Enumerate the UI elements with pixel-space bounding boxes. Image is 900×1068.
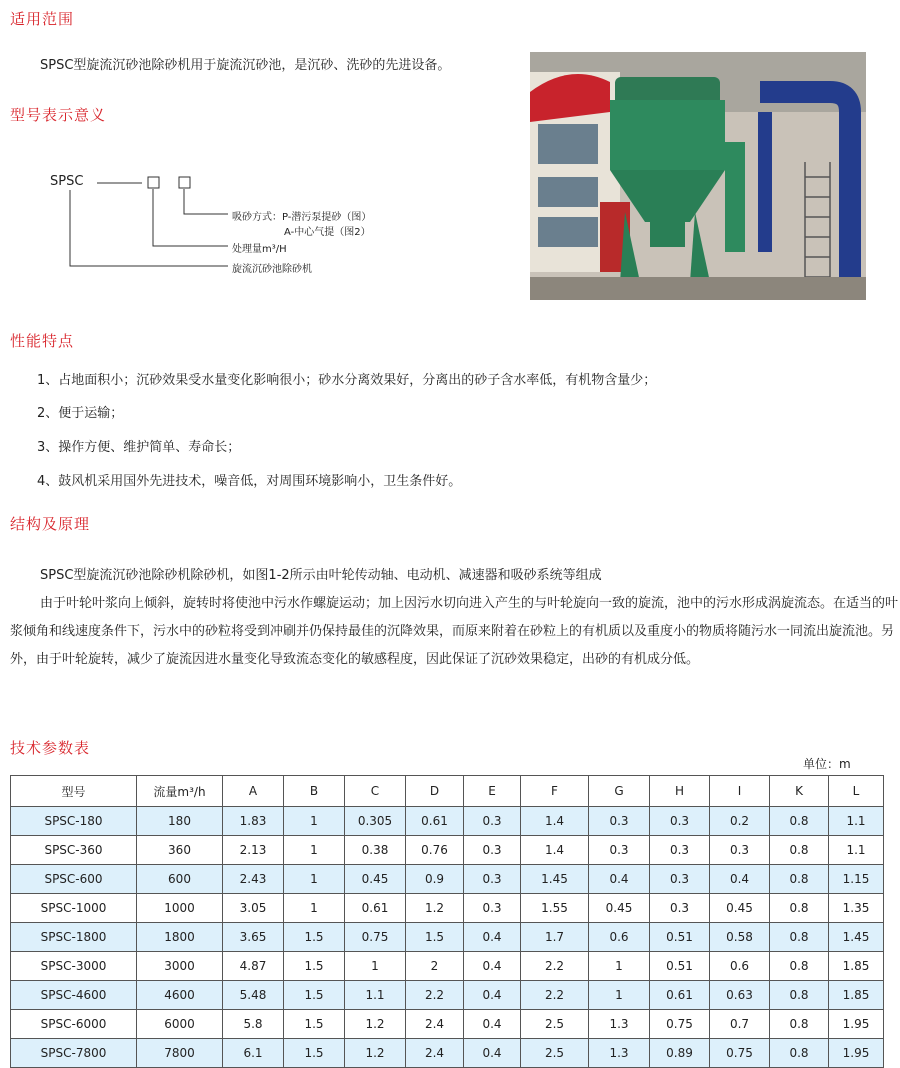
table-row bbox=[11, 807, 884, 836]
table-cell: 0.3 bbox=[464, 865, 521, 894]
table-cell: 0.8 bbox=[770, 981, 829, 1010]
table-cell: 5.48 bbox=[223, 981, 284, 1010]
table-cell: 1.5 bbox=[284, 981, 345, 1010]
table-cell: 1 bbox=[284, 865, 345, 894]
table-row bbox=[11, 865, 884, 894]
table-cell: 0.58 bbox=[710, 923, 770, 952]
table-cell: 0.8 bbox=[770, 923, 829, 952]
table-cell: 0.89 bbox=[650, 1039, 710, 1068]
table-cell: 1800 bbox=[137, 923, 223, 952]
table-cell: 0.4 bbox=[464, 923, 521, 952]
model-diagram bbox=[50, 170, 450, 285]
table-cell: 1000 bbox=[137, 894, 223, 923]
table-cell: 0.75 bbox=[345, 923, 406, 952]
table-cell: SPSC-6000 bbox=[11, 1010, 137, 1039]
table-row bbox=[11, 1010, 884, 1039]
table-cell: 4.87 bbox=[223, 952, 284, 981]
table-cell: 1.35 bbox=[829, 894, 884, 923]
table-cell: 0.8 bbox=[770, 1010, 829, 1039]
feature-item-3: 3、操作方便、维护简单、寿命长； bbox=[37, 440, 241, 455]
table-cell: 0.45 bbox=[589, 894, 650, 923]
table-cell: 1.85 bbox=[829, 952, 884, 981]
feature-item-1: 1、占地面积小；沉砂效果受水量变化影响很小；砂水分离效果好，分离出的砂子含水率低，有机物含量少； bbox=[37, 373, 657, 388]
table-cell: 1.7 bbox=[521, 923, 589, 952]
table-cell: 1.2 bbox=[406, 894, 464, 923]
table-cell: 1 bbox=[589, 981, 650, 1010]
table-cell: 0.75 bbox=[710, 1039, 770, 1068]
table-cell: 600 bbox=[137, 865, 223, 894]
table-row bbox=[11, 981, 884, 1010]
table-cell: 6.1 bbox=[223, 1039, 284, 1068]
table-cell: SPSC-1000 bbox=[11, 894, 137, 923]
table-cell: 5.8 bbox=[223, 1010, 284, 1039]
diagram-capacity: 处理量m³/H bbox=[232, 244, 287, 255]
table-cell: 0.76 bbox=[406, 836, 464, 865]
table-row bbox=[11, 952, 884, 981]
diagram-suction-mode: 吸砂方式：P-潜污泵提砂（图） bbox=[232, 212, 372, 223]
table-cell: 1.3 bbox=[589, 1010, 650, 1039]
table-cell: 0.3 bbox=[650, 894, 710, 923]
table-cell: 0.8 bbox=[770, 894, 829, 923]
table-cell: 0.61 bbox=[650, 981, 710, 1010]
table-cell: 1.4 bbox=[521, 807, 589, 836]
table-row bbox=[11, 1039, 884, 1068]
table-cell: 0.8 bbox=[770, 807, 829, 836]
table-cell: 2.5 bbox=[521, 1010, 589, 1039]
table-cell: 0.9 bbox=[406, 865, 464, 894]
table-cell: 2.4 bbox=[406, 1039, 464, 1068]
table-cell: 3.65 bbox=[223, 923, 284, 952]
model-title: 型号表示意义 bbox=[10, 106, 107, 124]
table-cell: 6000 bbox=[137, 1010, 223, 1039]
table-cell: 1.45 bbox=[521, 865, 589, 894]
table-cell: 0.3 bbox=[589, 836, 650, 865]
table-cell: 2.5 bbox=[521, 1039, 589, 1068]
table-cell: 1.55 bbox=[521, 894, 589, 923]
table-header-cell: C bbox=[345, 776, 406, 807]
table-cell: 0.3 bbox=[650, 865, 710, 894]
table-cell: 0.51 bbox=[650, 923, 710, 952]
table-cell: 1.3 bbox=[589, 1039, 650, 1068]
table-cell: 0.3 bbox=[464, 807, 521, 836]
table-header-cell: L bbox=[829, 776, 884, 807]
table-cell: 0.51 bbox=[650, 952, 710, 981]
feature-item-4: 4、鼓风机采用国外先进技术，噪音低，对周围环境影响小，卫生条件好。 bbox=[37, 474, 462, 489]
diagram-code: SPSC bbox=[50, 174, 84, 189]
features-title: 性能特点 bbox=[10, 332, 75, 350]
table-cell: SPSC-4600 bbox=[11, 981, 137, 1010]
table-cell: 0.4 bbox=[464, 981, 521, 1010]
table-cell: 0.61 bbox=[345, 894, 406, 923]
params-title: 技术参数表 bbox=[10, 739, 91, 757]
table-cell: 1.95 bbox=[829, 1010, 884, 1039]
table-cell: 1.5 bbox=[406, 923, 464, 952]
structure-title: 结构及原理 bbox=[10, 515, 91, 533]
table-cell: 0.6 bbox=[589, 923, 650, 952]
table-cell: 0.6 bbox=[710, 952, 770, 981]
table-cell: 2.4 bbox=[406, 1010, 464, 1039]
table-row bbox=[11, 923, 884, 952]
table-cell: 1.1 bbox=[345, 981, 406, 1010]
table-cell: 1.1 bbox=[829, 836, 884, 865]
table-header-cell: 型号 bbox=[11, 776, 137, 807]
table-row bbox=[11, 836, 884, 865]
scope-title: 适用范围 bbox=[10, 10, 75, 28]
table-cell: 0.75 bbox=[650, 1010, 710, 1039]
table-cell: 1.15 bbox=[829, 865, 884, 894]
table-cell: 0.3 bbox=[464, 894, 521, 923]
table-header-cell: K bbox=[770, 776, 829, 807]
table-cell: 1.2 bbox=[345, 1039, 406, 1068]
table-header-cell: E bbox=[464, 776, 521, 807]
table-cell: 1.5 bbox=[284, 1010, 345, 1039]
table-cell: 2.13 bbox=[223, 836, 284, 865]
table-cell: 0.38 bbox=[345, 836, 406, 865]
table-cell: 0.4 bbox=[464, 952, 521, 981]
table-cell: 0.2 bbox=[710, 807, 770, 836]
table-cell: 0.3 bbox=[650, 836, 710, 865]
table-cell: 0.3 bbox=[650, 807, 710, 836]
table-cell: 1.95 bbox=[829, 1039, 884, 1068]
table-cell: 0.305 bbox=[345, 807, 406, 836]
table-cell: 1.45 bbox=[829, 923, 884, 952]
table-header-cell: D bbox=[406, 776, 464, 807]
table-cell: 360 bbox=[137, 836, 223, 865]
structure-paragraph: 由于叶轮叶浆向上倾斜，旋转时将使池中污水作螺旋运动；加上因污水切向进入产生的与叶轮旋向一致的旋流，池中的污水形成涡旋流态。在适当的叶浆倾角和线速度条件下，污水中的砂粒将受到冲刷并仍保持最佳的沉降效果，而原来附着在砂粒上的有机质以及重度小的物质将随污水一同流出旋流池。另外，由于叶轮旋转，减少了旋流因进水量变化导致流态变化的敏感程度，因此保证了沉砂效果稳定，出砂的有机成分低。 bbox=[10, 596, 899, 667]
table-cell: 1.2 bbox=[345, 1010, 406, 1039]
table-cell: 0.8 bbox=[770, 952, 829, 981]
table-header-cell: G bbox=[589, 776, 650, 807]
table-header-row bbox=[11, 776, 884, 807]
table-cell: 7800 bbox=[137, 1039, 223, 1068]
table-cell: 0.3 bbox=[464, 836, 521, 865]
table-cell: 0.45 bbox=[710, 894, 770, 923]
table-cell: 0.4 bbox=[710, 865, 770, 894]
table-cell: 0.8 bbox=[770, 865, 829, 894]
table-cell: SPSC-7800 bbox=[11, 1039, 137, 1068]
table-cell: 2.43 bbox=[223, 865, 284, 894]
table-cell: 2.2 bbox=[406, 981, 464, 1010]
table-cell: SPSC-600 bbox=[11, 865, 137, 894]
table-cell: SPSC-180 bbox=[11, 807, 137, 836]
scope-text: SPSC型旋流沉砂池除砂机用于旋流沉砂池，是沉砂、洗砂的先进设备。 bbox=[40, 58, 451, 73]
table-header-cell: H bbox=[650, 776, 710, 807]
table-cell: 0.7 bbox=[710, 1010, 770, 1039]
table-cell: 0.4 bbox=[589, 865, 650, 894]
table-header-cell: B bbox=[284, 776, 345, 807]
table-cell: 1.4 bbox=[521, 836, 589, 865]
table-header-cell: F bbox=[521, 776, 589, 807]
table-cell: 1.5 bbox=[284, 923, 345, 952]
table-cell: 4600 bbox=[137, 981, 223, 1010]
table-cell: 1.1 bbox=[829, 807, 884, 836]
diagram-machine: 旋流沉砂池除砂机 bbox=[232, 264, 312, 275]
table-cell: 3000 bbox=[137, 952, 223, 981]
equipment-photo-graphic bbox=[530, 52, 866, 300]
table-cell: 1.5 bbox=[284, 952, 345, 981]
unit-label: 单位：m bbox=[803, 757, 851, 771]
table-cell: 1 bbox=[345, 952, 406, 981]
equipment-photo bbox=[530, 52, 866, 300]
table-cell: 3.05 bbox=[223, 894, 284, 923]
table-header-cell: A bbox=[223, 776, 284, 807]
table-header-cell: 流量m³/h bbox=[137, 776, 223, 807]
table-cell: 1.5 bbox=[284, 1039, 345, 1068]
feature-item-2: 2、便于运输； bbox=[37, 406, 124, 421]
table-cell: 2.2 bbox=[521, 981, 589, 1010]
table-cell: 0.63 bbox=[710, 981, 770, 1010]
table-cell: 2 bbox=[406, 952, 464, 981]
table-cell: 0.45 bbox=[345, 865, 406, 894]
table-header-cell: I bbox=[710, 776, 770, 807]
table-cell: 0.61 bbox=[406, 807, 464, 836]
spec-table bbox=[10, 775, 884, 1068]
table-cell: 2.2 bbox=[521, 952, 589, 981]
table-cell: 1 bbox=[589, 952, 650, 981]
table-cell: 0.8 bbox=[770, 1039, 829, 1068]
table-cell: 180 bbox=[137, 807, 223, 836]
table-cell: 1 bbox=[284, 836, 345, 865]
diagram-air-lift: A-中心气提（图2） bbox=[284, 227, 371, 238]
table-cell: SPSC-3000 bbox=[11, 952, 137, 981]
table-cell: 1 bbox=[284, 807, 345, 836]
table-cell: 1 bbox=[284, 894, 345, 923]
table-cell: 1.85 bbox=[829, 981, 884, 1010]
table-cell: 0.8 bbox=[770, 836, 829, 865]
table-cell: 0.4 bbox=[464, 1010, 521, 1039]
structure-intro: SPSC型旋流沉砂池除砂机除砂机，如图1-2所示由叶轮传动轴、电动机、减速器和吸砂系统等组成 bbox=[40, 568, 602, 583]
table-cell: 0.4 bbox=[464, 1039, 521, 1068]
table-row bbox=[11, 894, 884, 923]
table-cell: 1.83 bbox=[223, 807, 284, 836]
table-cell: SPSC-360 bbox=[11, 836, 137, 865]
table-cell: SPSC-1800 bbox=[11, 923, 137, 952]
table-cell: 0.3 bbox=[589, 807, 650, 836]
table-cell: 0.3 bbox=[710, 836, 770, 865]
